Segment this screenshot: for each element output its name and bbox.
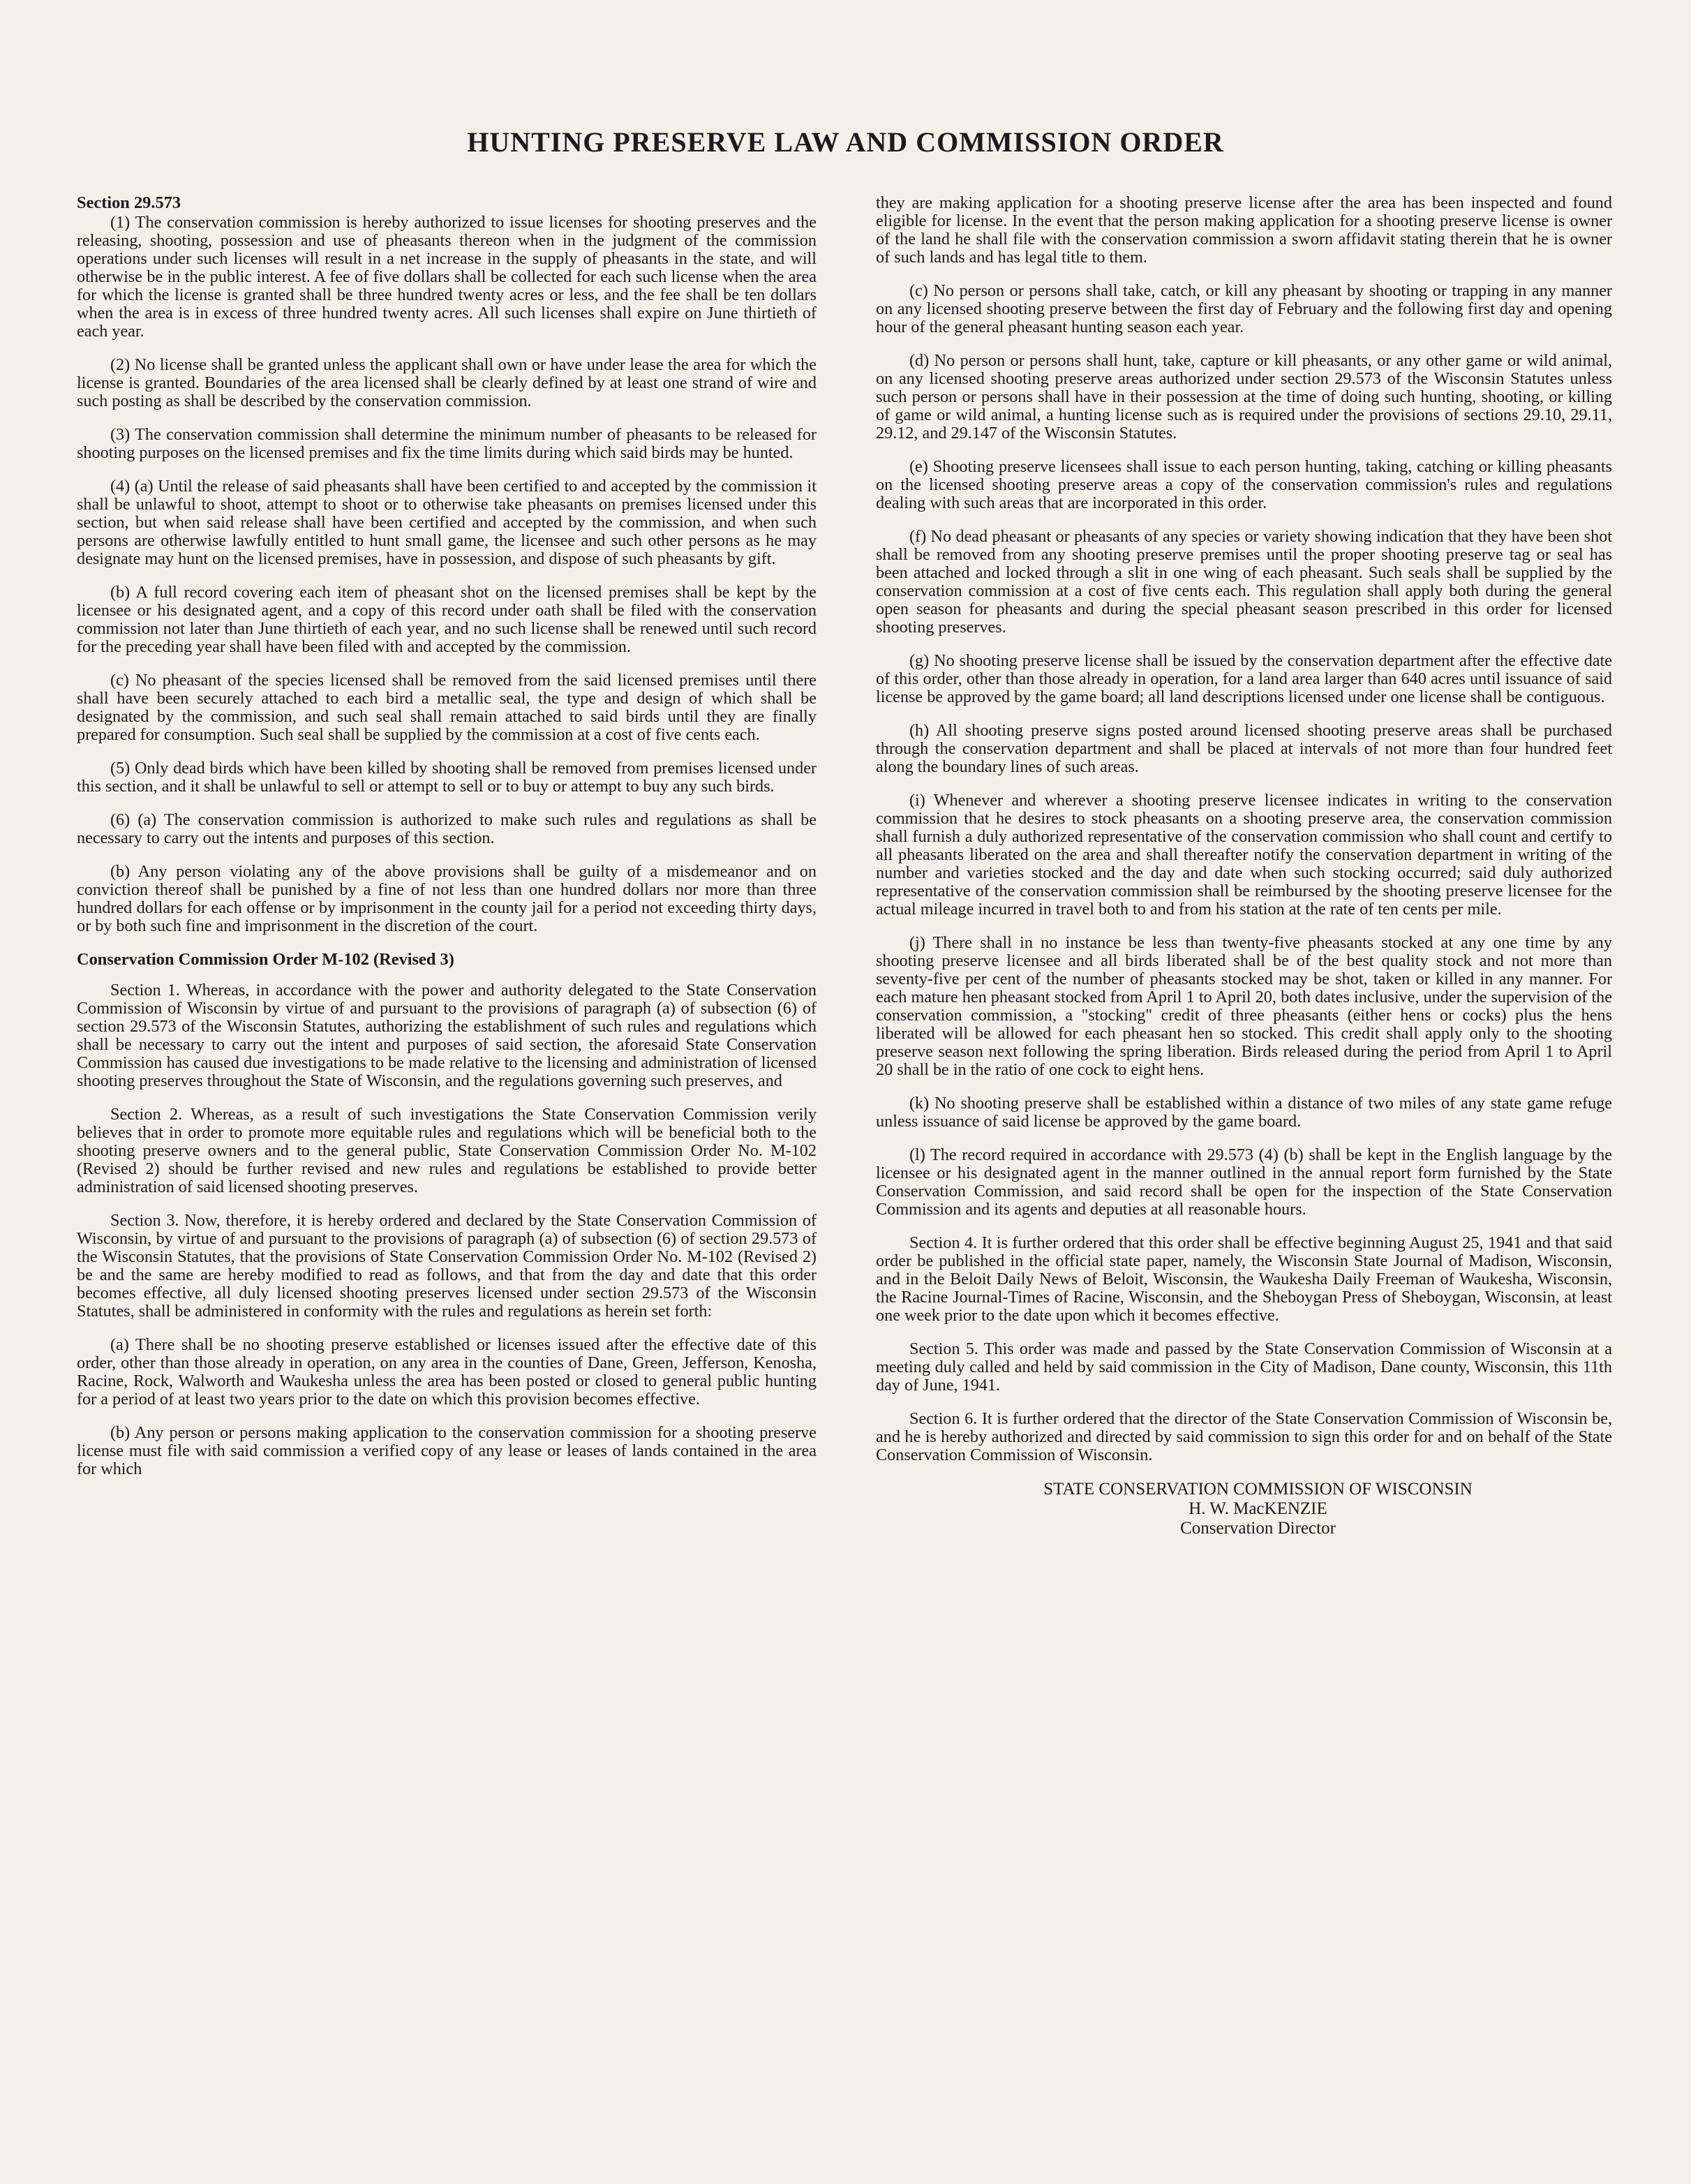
- statute-paragraph: (c) No pheasant of the species licensed shall be removed from the said licensed premises until there shall have been securely attached to each bird a metallic seal, the type and design of which shall be designated by the commission, and such seal shall remain attached to said birds until they are finally prepared for consumption. Such seal shall be supplied by the commission at a cost of five cents each.: [77, 671, 817, 744]
- left-column: [77, 194, 817, 1494]
- statute-paragraph: (4) (a) Until the release of said pheasants shall have been certified to and accepted by the commission it shall be unlawful to shoot, attempt to shoot or to otherwise take pheasants on premises licensed under this section, but when said release shall have been certified and accepted by the commission, and when such persons are otherwise lawfully entitled to hunt small game, the licensee and such other persons as he may designate may hunt on the licensed premises, have in possession, and dispose of such pheasants by gift.: [77, 477, 817, 568]
- order-paragraph: (l) The record required in accordance with 29.573 (4) (b) shall be kept in the English language by the licensee or his designated agent in the manner outlined in the annual report form furnished by the State Conservation Commission, and said record shall be open for the inspection of the State Conservation Commission and its agents and deputies at all reasonable hours.: [876, 1145, 1612, 1219]
- order-paragraph: (g) No shooting preserve license shall be issued by the conservation department after the effective date of this order, other than those already in operation, for a land area larger than 640 acres until issuance of said license be approved by the game board; all land descriptions licensed under one license shall be contiguous.: [876, 651, 1612, 706]
- order-paragraph: (b) Any person or persons making application to the conservation commission for a shooting preserve license must file with said commission a verified copy of any lease or leases of lands contained in the area for which: [77, 1423, 817, 1478]
- order-paragraph: (a) There shall be no shooting preserve established or licenses issued after the effective date of this order, other than those already in operation, on any area in the counties of Dane, Green, Jefferson, Kenosha, Racine, Rock, Walworth and Waukesha unless the area has been posted or closed to general public hunting for a period of at least two years prior to the date on which this provision becomes effective.: [77, 1335, 817, 1409]
- section-heading: Section 29.573: [77, 193, 181, 212]
- signature-org: STATE CONSERVATION COMMISSION OF WISCONSIN: [1043, 1480, 1473, 1499]
- statute-paragraph: (2) No license shall be granted unless the applicant shall own or have under lease the area for which the license is granted. Boundaries of the area licensed shall be clearly defined by at least one strand of wire and such posting as shall be described by the conservation commission.: [77, 355, 817, 410]
- order-paragraph: Section 1. Whereas, in accordance with the power and authority delegated to the State Conservation Commission of Wisconsin by virtue of and pursuant to the provisions of paragraph (a) of subsection (6) of section 29.573 of the Wisconsin Statutes, authorizing the establishment of such rules and regulations which shall be necessary to carry out the intent and purposes of said section, the aforesaid State Conservation Commission has caused due investigations to be made relative to the licensing and administration of licensed shooting preserves throughout the State of Wisconsin, and the regulations governing such preserves, and: [77, 981, 817, 1090]
- statute-paragraph: (b) A full record covering each item of pheasant shot on the licensed premises shall be kept by the licensee or his designated agent, and a copy of this record under oath shall be filed with the conservation commission not later than June thirtieth of each year, and no such license shall be renewed until such record for the preceding year shall have been filed with and accepted by the commission.: [77, 583, 817, 656]
- continuation-paragraph: they are making application for a shooting preserve license after the area has been inspected and found eligible for license. In the event that the person making application for a shooting preserve license is owner of the land he shall file with the conservation commission a sworn affidavit stating therein that he is owner of such lands and has legal title to them.: [876, 193, 1612, 267]
- order-paragraph: (i) Whenever and wherever a shooting preserve licensee indicates in writing to the conservation commission that he desires to stock pheasants on a shooting preserve area, the conservation commission shall furnish a duly authorized representative of the conservation commission who shall count and certify to all pheasants liberated on the area and shall thereafter notify the conservation department in writing of the number and varieties stocked and the day and date when such stocking occurred; said duly authorized representative of the conservation commission shall be reimbursed by the shooting preserve licensee for the actual mileage incurred in travel both to and from his station at the rate of ten cents per mile.: [876, 791, 1612, 919]
- signature-role: Conservation Director: [1180, 1519, 1336, 1538]
- statute-paragraph: (6) (a) The conservation commission is authorized to make such rules and regulations as shall be necessary to carry out the intents and purposes of this section.: [77, 810, 817, 847]
- signature-block: [876, 1480, 1612, 1538]
- order-paragraph: (c) No person or persons shall take, catch, or kill any pheasant by shooting or trapping in any manner on any licensed shooting preserve between the first day of February and the following first day and opening hour of the general pheasant hunting season each year.: [876, 281, 1612, 336]
- order-paragraph: Section 5. This order was made and passed by the State Conservation Commission of Wisconsin at a meeting duly called and held by said commission in the City of Madison, Dane county, Wisconsin, this 11th day of June, 1941.: [876, 1339, 1612, 1395]
- statute-paragraph: (1) The conservation commission is hereby authorized to issue licenses for shooting preserves and the releasing, shooting, possession and use of pheasants thereon when in the judgment of the commission operations under such licenses will result in a net increase in the supply of pheasants in the state, and will otherwise be in the public interest. A fee of five dollars shall be collected for each such license when the area for which the license is granted shall be three hundred twenty acres or less, and the fee shall be ten dollars when the area is in excess of three hundred twenty acres. All such licenses shall expire on June thirtieth of each year.: [77, 213, 817, 341]
- statute-paragraph: (3) The conservation commission shall determine the minimum number of pheasants to be released for shooting purposes on the licensed premises and fix the time limits during which said birds may be hunted.: [77, 425, 817, 462]
- statute-paragraph: (b) Any person violating any of the above provisions shall be guilty of a misdemeanor and on conviction thereof shall be punished by a fine of not less than one hundred dollars nor more than three hundred dollars for each offense or by imprisonment in the county jail for a period not exceeding thirty days, or by both such fine and imprisonment in the discretion of the court.: [77, 862, 817, 935]
- order-paragraph: (e) Shooting preserve licensees shall issue to each person hunting, taking, catching or killing pheasants on the licensed shooting preserve areas a copy of the conservation commission's rules and regulations dealing with such areas that are incorporated in this order.: [876, 457, 1612, 512]
- order-paragraph: Section 6. It is further ordered that the director of the State Conservation Commission of Wisconsin be, and he is hereby authorized and directed by said commission to sign this order for and on behalf of the State Conservation Commission of Wisconsin.: [876, 1409, 1612, 1464]
- document-title: HUNTING PRESERVE LAW AND COMMISSION ORDER: [467, 126, 1224, 158]
- order-paragraph: (d) No person or persons shall hunt, take, capture or kill pheasants, or any other game or wild animal, on any licensed shooting preserve areas authorized under section 29.573 of the Wisconsin Statutes unless such person or persons shall have in their possession at the time of doing such hunting, shooting, or killing of game or wild animal, a hunting license such as is required under the provisions of sections 29.10, 29.11, 29.12, and 29.147 of the Wisconsin Statutes.: [876, 351, 1612, 443]
- order-paragraph: Section 2. Whereas, as a result of such investigations the State Conservation Commission verily believes that in order to promote more equitable rules and regulations which will be beneficial both to the shooting preserve owners and to the general public, State Conservation Commission Order No. M-102 (Revised 2) should be further revised and new rules and regulations be established to provide better administration of said licensed shooting preserves.: [77, 1105, 817, 1196]
- order-paragraph: (k) No shooting preserve shall be established within a distance of two miles of any state game refuge unless issuance of said license be approved by the game board.: [876, 1094, 1612, 1131]
- order-paragraph: (j) There shall in no instance be less than twenty-five pheasants stocked at any one time by any shooting preserve licensee and all birds liberated shall be of the best quality stock and not more than seventy-five per cent of the number of pheasants stocked may be shot, taken or killed in any manner. For each mature hen pheasant stocked from April 1 to April 20, both dates inclusive, under the supervision of the conservation commission, a "stocking" credit of three pheasants (either hens or cocks) plus the hens liberated will be allowed for each pheasant hen so stocked. This credit shall apply only to the shooting preserve season next following the spring liberation. Birds released during the period from April 1 to April 20 shall be in the ratio of one cock to eight hens.: [876, 933, 1612, 1079]
- statute-paragraph: (5) Only dead birds which have been killed by shooting shall be removed from premises licensed under this section, and it shall be unlawful to sell or attempt to sell or to buy or attempt to buy any such birds.: [77, 759, 817, 796]
- order-heading: Conservation Commission Order M-102 (Revised 3): [77, 950, 454, 969]
- order-paragraph: (h) All shooting preserve signs posted around licensed shooting preserve areas shall be purchased through the conservation department and shall be placed at intervals of not more than four hundred feet along the boundary lines of such areas.: [876, 721, 1612, 776]
- order-paragraph: Section 4. It is further ordered that this order shall be effective beginning August 25, 1941 and that said order be published in the official state paper, namely, the Wisconsin State Journal of Madison, Wisconsin, and in the Beloit Daily News of Beloit, Wisconsin, the Waukesha Daily Freeman of Waukesha, Wisconsin, the Racine Journal-Times of Racine, Wisconsin, and the Sheboygan Press of Sheboygan, Wisconsin, at least one week prior to the date upon which it becomes effective.: [876, 1233, 1612, 1325]
- right-column: [876, 194, 1612, 1538]
- order-paragraph: Section 3. Now, therefore, it is hereby ordered and declared by the State Conservation Commission of Wisconsin, by virtue of and pursuant to the provisions of paragraph (a) of subsection (6) of section 29.573 of the Wisconsin Statutes, that the provisions of State Conservation Commission Order No. M-102 (Revised 2) be and the same are hereby modified to read as follows, and that from the day and date that this order becomes effective, all duly licensed shooting preserves licensed under section 29.573 of the Wisconsin Statutes, shall be administered in conformity with the rules and regulations as herein set forth:: [77, 1211, 817, 1321]
- signature-name: H. W. MacKENZIE: [1189, 1499, 1327, 1518]
- order-paragraph: (f) No dead pheasant or pheasants of any species or variety showing indication that they have been shot shall be removed from any shooting preserve premises until the proper shooting preserve tag or seal has been attached and locked through a slit in one wing of each pheasant. Such seals shall be supplied by the conservation commission at a cost of five cents each. This regulation shall apply both during the general open season for pheasants and during the special pheasant season prescribed in this order for licensed shooting preserves.: [876, 527, 1612, 637]
